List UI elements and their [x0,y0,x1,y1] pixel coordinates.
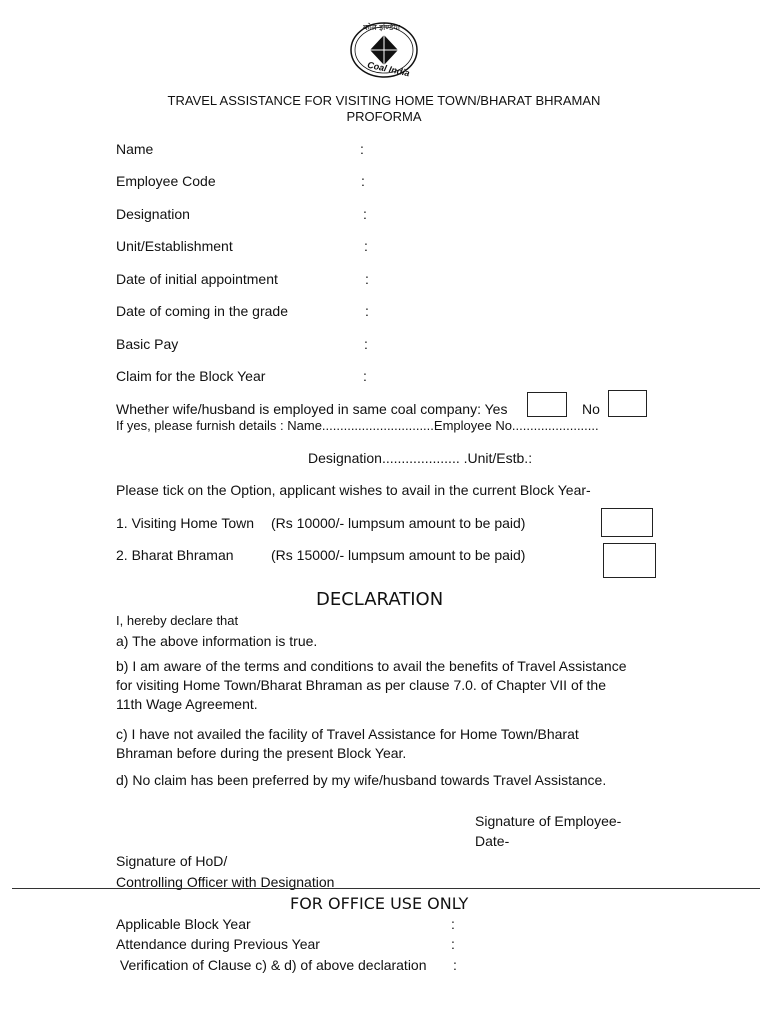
coal-india-logo [349,20,419,80]
office-attendance-sep: : [451,936,455,952]
spouse-designation: Designation.................... .Unit/Estb.: [308,450,533,466]
field-block-year-sep: : [363,368,367,384]
field-initial-appointment-sep: : [365,271,369,287]
office-use-divider [12,888,760,889]
field-name-sep: : [360,141,364,157]
option-bharat-bhraman-amount: (Rs 15000/- lumpsum amount to be paid) [271,547,526,563]
declaration-item-c-line2: Bhraman before during the present Block Year. [116,745,407,761]
option-home-town-label: 1. Visiting Home Town [116,515,254,531]
declaration-item-c-line1: c) I have not availed the facility of Travel Assistance for Home Town/Bharat [116,726,579,742]
declaration-item-b-line2: for visiting Home Town/Bharat Bhraman as per clause 7.0. of Chapter VII of the [116,677,606,693]
field-unit-sep: : [364,238,368,254]
signature-date-label: Date- [475,833,510,849]
field-employee-code-sep: : [361,173,365,189]
field-grade-date-sep: : [365,303,369,319]
spouse-details: If yes, please furnish details : Name...............................Employee No........................ [116,418,599,433]
declaration-item-a: a) The above information is true. [116,633,318,649]
declaration-item-d: d) No claim has been preferred by my wife/husband towards Travel Assistance. [116,772,607,788]
spouse-question: Whether wife/husband is employed in same coal company: Yes [116,401,508,417]
office-verification-sep: : [453,957,457,973]
option-home-town-checkbox[interactable] [601,508,653,537]
field-initial-appointment-label: Date of initial appointment [116,271,278,287]
declaration-item-b-line1: b) I am aware of the terms and conditions to avail the benefits of Travel Assistance [116,658,627,674]
field-grade-date-label: Date of coming in the grade [116,303,288,319]
signature-hod-line2: Controlling Officer with Designation [116,874,335,890]
option-bharat-bhraman-checkbox[interactable] [603,543,656,578]
spouse-no-label: No [582,401,600,417]
office-block-year-sep: : [451,916,455,932]
office-block-year-label: Applicable Block Year [116,916,251,932]
field-designation-sep: : [363,206,367,222]
spouse-no-checkbox[interactable] [608,390,647,417]
declaration-item-b-line3: 11th Wage Agreement. [116,696,258,712]
spouse-yes-checkbox[interactable] [527,392,567,417]
option-home-town-amount: (Rs 10000/- lumpsum amount to be paid) [271,515,526,531]
field-basic-pay-label: Basic Pay [116,336,179,352]
signature-employee-label: Signature of Employee- [475,813,622,829]
declaration-heading: DECLARATION [316,589,444,610]
option-bharat-bhraman-label: 2. Bharat Bhraman [116,547,234,563]
field-block-year-label: Claim for the Block Year [116,368,266,384]
logo-bottom-text: Coal India [366,59,411,79]
logo-top-text: कोल इण्डिया [363,23,400,32]
field-designation-label: Designation [116,206,190,222]
declaration-intro: I, hereby declare that [116,613,239,628]
option-instruction: Please tick on the Option, applicant wishes to avail in the current Block Year- [116,482,591,498]
field-name-label: Name [116,141,154,157]
signature-hod-line1: Signature of HoD/ [116,853,228,869]
office-verification-label: Verification of Clause c) & d) of above declaration [116,957,427,973]
form-title-line2: PROFORMA [346,109,422,124]
office-attendance-label: Attendance during Previous Year [116,936,320,952]
field-employee-code-label: Employee Code [116,173,216,189]
field-basic-pay-sep: : [364,336,368,352]
field-unit-label: Unit/Establishment [116,238,233,254]
form-title-line1: TRAVEL ASSISTANCE FOR VISITING HOME TOWN/BHARAT BHRAMAN [167,93,601,108]
office-use-heading: FOR OFFICE USE ONLY [290,894,469,913]
